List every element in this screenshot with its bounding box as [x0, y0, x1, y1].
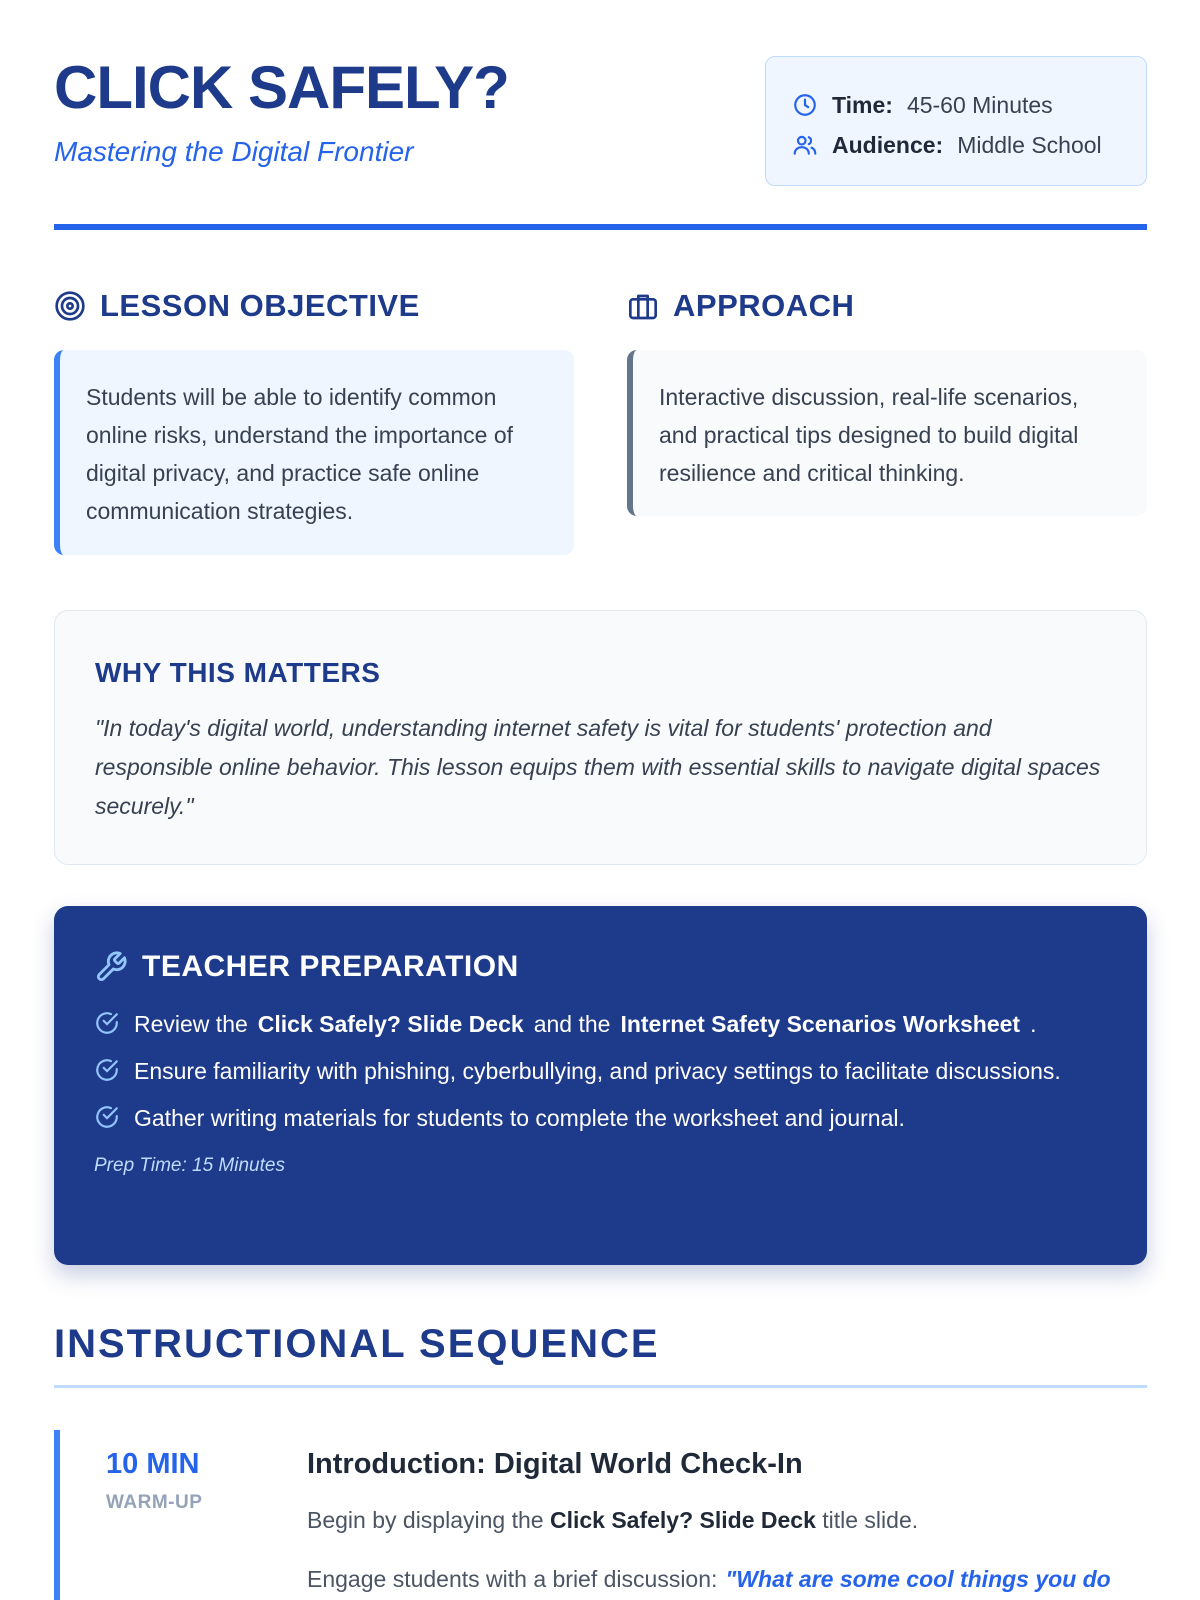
sequence-heading: INSTRUCTIONAL SEQUENCE [54, 1322, 660, 1366]
prep-item-1-post: . [1030, 1011, 1037, 1037]
prep-item-1-pre: Review the [134, 1011, 248, 1037]
step-p1-slide-deck: Click Safely? Slide Deck [549, 1507, 816, 1533]
objective-box [54, 350, 574, 555]
prep-list [94, 1008, 1107, 1135]
audience-row [792, 125, 1120, 165]
wrench-icon [94, 950, 128, 984]
prep-item-1-mid: and the [533, 1011, 611, 1037]
prep-item-1-text [134, 1008, 1037, 1041]
clock-icon [792, 92, 818, 118]
why-heading: WHY THIS MATTERS [95, 657, 381, 688]
briefcase-icon [627, 290, 659, 322]
objective-heading-text: LESSON OBJECTIVE [100, 288, 420, 323]
header-divider [54, 224, 1147, 230]
prep-item-1 [94, 1008, 1107, 1041]
slide-deck-ref: Click Safely? Slide Deck [257, 1011, 524, 1037]
prep-time: Prep Time: 15 Minutes [94, 1155, 285, 1176]
step-phase: WARM-UP [106, 1492, 203, 1513]
audience-value: Middle School [957, 131, 1102, 158]
step-paragraph-1 [307, 1507, 918, 1534]
teacher-preparation-card [54, 906, 1147, 1265]
sequence-step [54, 1430, 1147, 1600]
page-subtitle: Mastering the Digital Frontier [54, 136, 414, 167]
step-p2-pre: Engage students with a brief discussion: [307, 1566, 718, 1592]
prep-item-3 [94, 1102, 1107, 1135]
time-value: 45-60 Minutes [906, 91, 1053, 118]
check-circle-icon [94, 1010, 120, 1036]
approach-heading-text: APPROACH [673, 288, 855, 323]
approach-text: Interactive discussion, real-life scenarios, and practical tips designed to build digital resilience and critical thinking. [659, 384, 1079, 486]
discussion-prompt: "What are some cool things you do [725, 1566, 1111, 1592]
audience-label: Audience: [832, 131, 944, 158]
check-circle-icon [94, 1104, 120, 1130]
why-this-matters-card [54, 610, 1147, 865]
prep-heading [94, 950, 1107, 984]
users-icon [792, 132, 818, 158]
objective-text: Students will be able to identify common online risks, understand the importance of digital privacy, and practice safe online communication strategies. [86, 384, 514, 524]
step-paragraph-2 [307, 1566, 1111, 1593]
prep-item-2 [94, 1055, 1107, 1088]
why-quote: "In today's digital world, understanding internet safety is vital for students' protection and responsible online behavior. This lesson equips them with essential skills to navigate digital spaces securely." [95, 715, 1101, 819]
step-title: Introduction: Digital World Check-In [307, 1448, 803, 1480]
prep-item-3-text: Gather writing materials for students to complete the worksheet and journal. [134, 1105, 905, 1131]
check-circle-icon [94, 1057, 120, 1083]
prep-item-2-text: Ensure familiarity with phishing, cyberbullying, and privacy settings to facilitate discussions. [134, 1058, 1061, 1084]
approach-heading [627, 288, 854, 324]
step-p1-post: title slide. [822, 1507, 919, 1533]
prep-heading-text: TEACHER PREPARATION [142, 950, 519, 983]
step-duration: 10 MIN [106, 1448, 200, 1480]
sequence-divider [54, 1385, 1147, 1388]
time-row [792, 85, 1120, 125]
approach-box [627, 350, 1147, 516]
objective-heading [54, 288, 420, 324]
time-label: Time: [832, 91, 893, 118]
worksheet-ref: Internet Safety Scenarios Worksheet [620, 1011, 1021, 1037]
lesson-meta-card [765, 56, 1147, 186]
step-p1-pre: Begin by displaying the [307, 1507, 544, 1533]
target-icon [54, 290, 86, 322]
page-title: CLICK SAFELY? [54, 54, 509, 121]
page-header [54, 56, 1147, 186]
